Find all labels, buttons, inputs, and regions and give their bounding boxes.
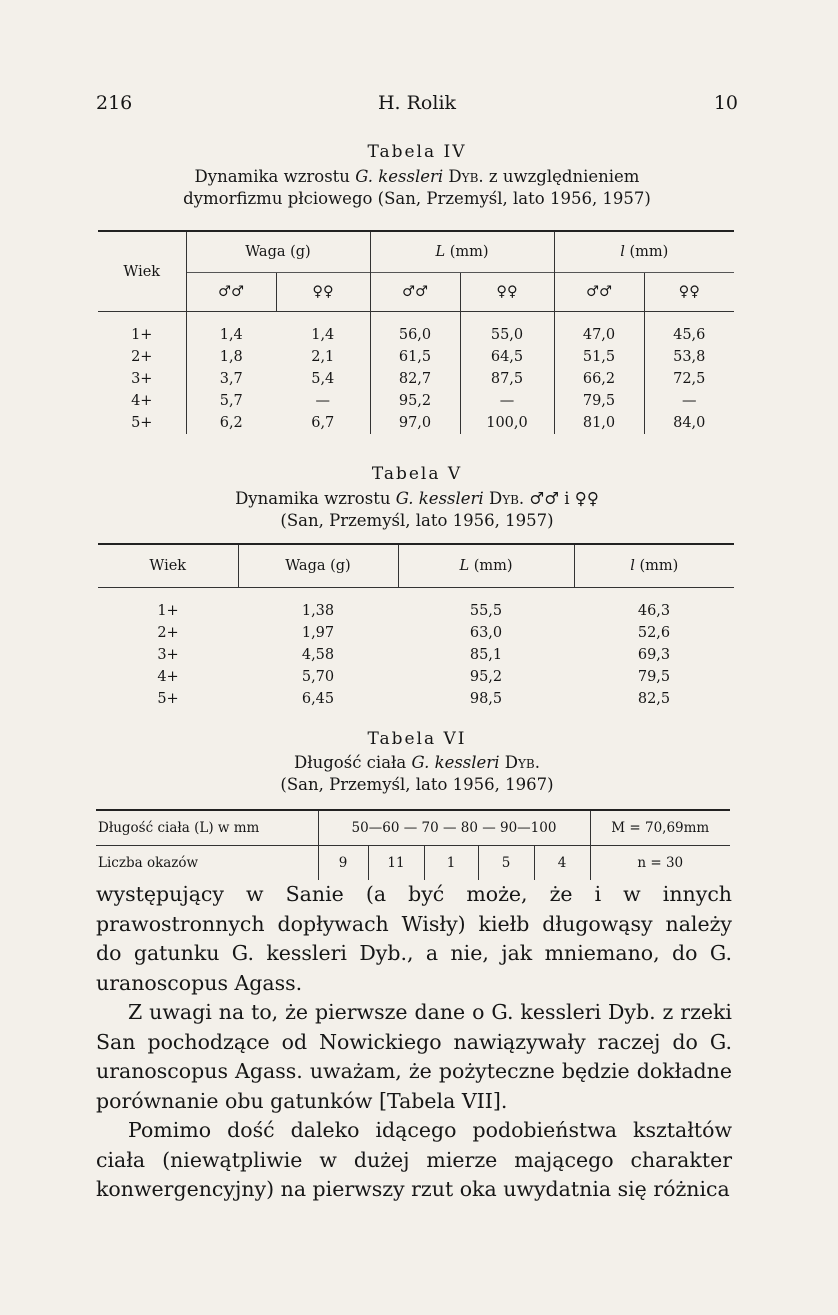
table5-cell: 4+ [157, 669, 179, 685]
table5-cell: 2+ [157, 625, 179, 641]
table4-cell: 1,4 [186, 312, 276, 347]
table4-cell: 6,2 [186, 412, 276, 434]
table4-cell: 87,5 [460, 368, 554, 390]
table-row [98, 588, 734, 623]
table-row [98, 622, 734, 644]
table4-header-L-male: ♂♂ [370, 273, 460, 312]
table4-cell: 95,2 [370, 390, 460, 412]
table4-cell: — [315, 393, 330, 409]
table-row [98, 346, 734, 368]
table5-cell: 5,70 [301, 669, 335, 685]
table4-cell: 97,0 [370, 412, 460, 434]
table5-cell: 95,2 [469, 669, 503, 685]
table4-header-L: L (mm) [370, 231, 554, 273]
table6-n: n = 30 [590, 846, 730, 881]
table5-cell: 1,38 [301, 603, 335, 619]
table4-cell: 1+ [131, 327, 153, 343]
table5-cell: 6,45 [301, 691, 335, 707]
table5-header-l: l (mm) [574, 544, 734, 588]
paragraph-2: Z uwagi na to, że pierwsze dane o G. kessleri Dyb. z rzeki San pochodzące od Nowickiego nawiązywały raczej do G. uranoscopus Agass. uważam, że pożyteczne będzie dokładne porównanie obu gatunków [Tabela VII]. [96, 1000, 732, 1113]
table5-caption-line2: (San, Przemyśl, lato 1956, 1957) [280, 511, 554, 530]
table6-count: 11 [368, 846, 424, 881]
table5-cell: 69,3 [637, 647, 671, 663]
table4-cell: 72,5 [644, 368, 734, 390]
table5-cell: 5+ [157, 691, 179, 707]
table6-count-label: Liczba okazów [98, 855, 199, 871]
table5-cell: 55,5 [469, 603, 503, 619]
table-row [98, 368, 734, 390]
table5 [98, 543, 734, 710]
table4-cell: — [644, 390, 734, 412]
table6-count: 9 [318, 846, 368, 881]
table4-header-weight-male: ♂♂ [186, 273, 276, 312]
table6-mean: M = 70,69mm [590, 810, 730, 846]
table5-cell: 1+ [157, 603, 179, 619]
table5-cell: 82,5 [637, 691, 671, 707]
table4-cell: 3+ [131, 371, 153, 387]
table5-header-L: L (mm) [398, 544, 574, 588]
table4-header-l: l (mm) [554, 231, 734, 273]
table4-cell: 61,5 [370, 346, 460, 368]
running-author: H. Rolik [377, 92, 457, 114]
table6-caption-line2: (San, Przemyśl, lato 1956, 1967) [280, 775, 554, 794]
table4-cell: 81,0 [554, 412, 644, 434]
page-number: 216 [96, 92, 133, 114]
table4-cell: 84,0 [644, 412, 734, 434]
table4-cell: — [460, 390, 554, 412]
table5-cell: 46,3 [637, 603, 671, 619]
table6-count: 1 [424, 846, 478, 881]
table5-cell: 79,5 [637, 669, 671, 685]
table4-cell: 1,8 [186, 346, 276, 368]
table4-cell: 3,7 [186, 368, 276, 390]
table4-cell: 5+ [131, 415, 153, 431]
table4-cell: 2+ [131, 349, 153, 365]
table4-cell: 82,7 [370, 368, 460, 390]
table5-cell: 63,0 [469, 625, 503, 641]
table4-cell: 45,6 [644, 312, 734, 347]
paragraph-3: Pomimo dość daleko idącego podobieństwa kształtów ciała (niewątpliwie w dużej mierze mającego charakter konwergencyjny) na pierwszy rzut oka uwydatnia się różnica [96, 1118, 732, 1201]
table4-header-L-female: ♀♀ [460, 273, 554, 312]
table4-cell: 51,5 [554, 346, 644, 368]
section-number: 10 [713, 92, 738, 114]
table4-cell: 100,0 [460, 412, 554, 434]
running-head [96, 92, 738, 116]
table4-cell: 64,5 [460, 346, 554, 368]
table4-cell: 56,0 [370, 312, 460, 347]
table5-cell: 85,1 [469, 647, 503, 663]
table5-cell: 4,58 [301, 647, 335, 663]
body-text [96, 880, 732, 1205]
paragraph-1: występujący w Sanie (a być może, że i w innych prawostronnych dopływach Wisły) kiełb długowąsy należy do gatunku G. kessleri Dyb., a nie, jak mniemano, do G. uranoscopus Agass. [96, 882, 732, 995]
table4-caption-line2: dymorfizmu płciowego (San, Przemyśl, lato 1956, 1957) [183, 189, 651, 208]
table4-title: Tabela IV [367, 142, 467, 162]
table4-header-l-female: ♀♀ [644, 273, 734, 312]
table4-header-l-male: ♂♂ [554, 273, 644, 312]
table4-cell: 5,4 [311, 371, 335, 387]
table-row [98, 666, 734, 688]
table6-title: Tabela VI [367, 729, 467, 749]
table4-cell: 79,5 [554, 390, 644, 412]
table5-caption-line1: Dynamika wzrostu G. kessleri Dyb. ♂♂ i ♀♀ [235, 489, 599, 508]
table6-length-range: 50—60 — 70 — 80 — 90—100 [318, 810, 590, 846]
table4-header-weight: Waga (g) [186, 231, 370, 273]
table5-cell: 98,5 [469, 691, 503, 707]
table-row [98, 390, 734, 412]
table4-header-weight-female: ♀♀ [276, 273, 370, 312]
table4-cell: 5,7 [186, 390, 276, 412]
table5-cell: 3+ [157, 647, 179, 663]
table-row [98, 312, 734, 347]
table5-header-weight: Waga (g) [238, 544, 398, 588]
table6-count: 5 [478, 846, 534, 881]
table4-cell: 1,4 [311, 327, 335, 343]
table-row [98, 688, 734, 710]
table4-cell: 47,0 [554, 312, 644, 347]
table4-cell: 2,1 [311, 349, 335, 365]
table4-header-age: Wiek [123, 263, 161, 280]
table4-cell: 4+ [131, 393, 153, 409]
table4-cell: 53,8 [644, 346, 734, 368]
table4-cell: 66,2 [554, 368, 644, 390]
table5-title: Tabela V [371, 464, 463, 484]
table4-caption-line1: Dynamika wzrostu G. kessleri Dyb. z uwzględnieniem [194, 167, 640, 186]
table4 [98, 230, 734, 434]
table-row [98, 644, 734, 666]
table6-count: 4 [534, 846, 590, 881]
table6 [96, 809, 730, 880]
table5-cell: 1,97 [301, 625, 335, 641]
table4-cell: 6,7 [311, 415, 335, 431]
table4-cell: 55,0 [460, 312, 554, 347]
table5-cell: 52,6 [637, 625, 671, 641]
table-row [98, 412, 734, 434]
table6-length-label: Długość ciała (L) w mm [96, 810, 318, 846]
table5-header-age: Wiek [98, 544, 238, 588]
table6-caption-line1: Długość ciała G. kessleri Dyb. [294, 753, 540, 772]
